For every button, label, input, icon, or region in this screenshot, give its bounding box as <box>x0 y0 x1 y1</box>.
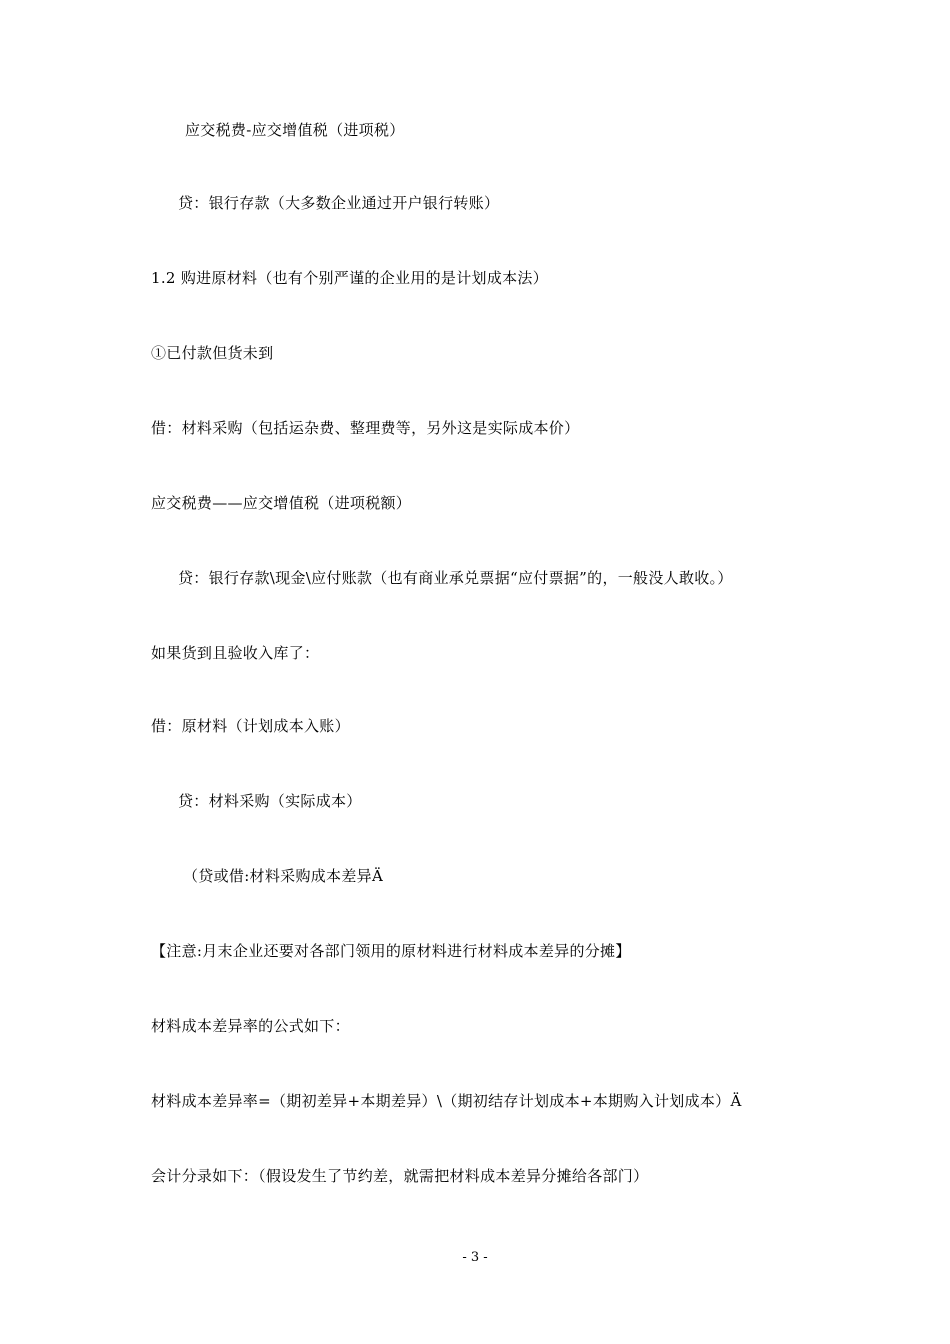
text-line: 材料成本差异率的公式如下： <box>151 1017 350 1035</box>
formula-line: 材料成本差异率=（期初差异+本期差异）\（期初结存计划成本+本期购入计划成本）Ä <box>151 1092 742 1110</box>
text-line: 应交税费——应交增值税（进项税额） <box>151 494 412 512</box>
text-line: 借：原材料（计划成本入账） <box>151 717 350 735</box>
section-heading: 1.2 购进原材料（也有个别严谨的企业用的是计划成本法） <box>151 269 549 287</box>
text-line: 借：材料采购（包括运杂费、整理费等，另外这是实际成本价） <box>151 419 580 437</box>
text-line: 会计分录如下：（假设发生了节约差，就需把材料成本差异分摊给各部门） <box>151 1167 649 1185</box>
text-line: 如果货到且验收入库了： <box>151 644 320 662</box>
note-line: 【注意:月末企业还要对各部门领用的原材料进行材料成本差异的分摊】 <box>151 942 631 960</box>
text-line: （贷或借:材料采购成本差异Ä <box>183 867 384 885</box>
text-line: 贷：材料采购（实际成本） <box>178 792 362 810</box>
text-line: 贷：银行存款\现金\应付账款（也有商业承兑票据“应付票据”的，一般没人敢收。） <box>178 569 733 587</box>
text-line: ①已付款但货未到 <box>151 344 274 362</box>
text-line: 应交税费-应交增值税（进项税） <box>185 121 405 139</box>
page-number: - 3 - <box>462 1250 488 1265</box>
text-line: 贷：银行存款（大多数企业通过开户银行转账） <box>178 194 500 212</box>
